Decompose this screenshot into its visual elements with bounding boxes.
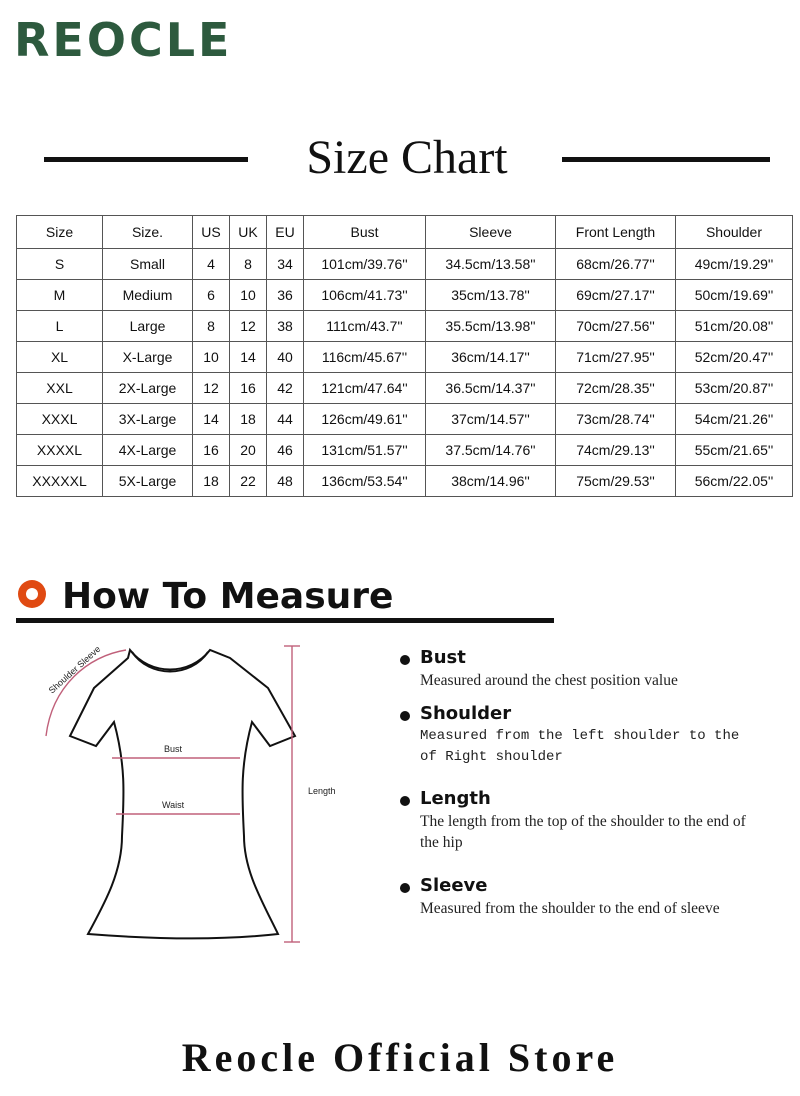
table-cell: 53cm/20.87'' xyxy=(676,373,793,404)
col-header-front-length: Front Length xyxy=(556,216,676,249)
title-rule-right xyxy=(562,157,770,162)
table-cell: XL xyxy=(17,342,103,373)
measure-item-desc: Measured from the left shoulder to the of Right shoulder xyxy=(420,728,740,765)
table-cell: 37cm/14.57'' xyxy=(426,404,556,435)
table-cell: 10 xyxy=(193,342,230,373)
store-name: Reocle Official Store xyxy=(181,1035,619,1080)
table-cell: 14 xyxy=(230,342,267,373)
table-cell: 34 xyxy=(267,249,304,280)
bust-label: Bust xyxy=(164,744,183,754)
table-cell: 106cm/41.73'' xyxy=(304,280,426,311)
bullet-icon xyxy=(400,883,410,893)
table-cell: 5X-Large xyxy=(103,466,193,497)
waist-label: Waist xyxy=(162,800,185,810)
table-cell: 136cm/53.54'' xyxy=(304,466,426,497)
table-row xyxy=(17,249,793,280)
table-cell: L xyxy=(17,311,103,342)
table-row xyxy=(17,404,793,435)
table-cell: 69cm/27.17'' xyxy=(556,280,676,311)
table-cell: 46 xyxy=(267,435,304,466)
table-cell: 50cm/19.69'' xyxy=(676,280,793,311)
table-cell: 36cm/14.17'' xyxy=(426,342,556,373)
size-chart-header xyxy=(44,128,770,188)
measure-item-desc: Measured around the chest position value xyxy=(420,672,678,689)
bullet-icon xyxy=(400,711,410,721)
table-cell: Small xyxy=(103,249,193,280)
table-cell: 12 xyxy=(193,373,230,404)
table-cell: 34.5cm/13.58'' xyxy=(426,249,556,280)
table-cell: 36 xyxy=(267,280,304,311)
table-cell: X-Large xyxy=(103,342,193,373)
table-cell: 36.5cm/14.37'' xyxy=(426,373,556,404)
table-cell: 121cm/47.64'' xyxy=(304,373,426,404)
table-cell: 48 xyxy=(267,466,304,497)
table-cell: 14 xyxy=(193,404,230,435)
table-cell: XXL xyxy=(17,373,103,404)
table-cell: 52cm/20.47'' xyxy=(676,342,793,373)
table-cell: M xyxy=(17,280,103,311)
circle-bullet-icon xyxy=(18,580,46,608)
table-cell: 16 xyxy=(193,435,230,466)
table-cell: 22 xyxy=(230,466,267,497)
table-cell: 6 xyxy=(193,280,230,311)
table-cell: 51cm/20.08'' xyxy=(676,311,793,342)
table-cell: 54cm/21.26'' xyxy=(676,404,793,435)
table-cell: 35cm/13.78'' xyxy=(426,280,556,311)
table-cell: Large xyxy=(103,311,193,342)
table-cell: 16 xyxy=(230,373,267,404)
table-cell: 18 xyxy=(193,466,230,497)
table-row xyxy=(17,466,793,497)
table-cell: 116cm/45.67'' xyxy=(304,342,426,373)
measure-item-desc: The length from the top of the shoulder to the end of the hip xyxy=(420,813,746,851)
table-cell: 4X-Large xyxy=(103,435,193,466)
table-cell: 4 xyxy=(193,249,230,280)
table-cell: 49cm/19.29'' xyxy=(676,249,793,280)
table-cell: 8 xyxy=(193,311,230,342)
table-cell: 73cm/28.74'' xyxy=(556,404,676,435)
table-cell: 56cm/22.05'' xyxy=(676,466,793,497)
table-cell: 38 xyxy=(267,311,304,342)
table-cell: 2X-Large xyxy=(103,373,193,404)
col-header-size-name: Size. xyxy=(103,216,193,249)
tshirt-measure-diagram xyxy=(30,636,360,956)
tshirt-outline xyxy=(70,650,295,939)
table-row xyxy=(17,373,793,404)
table-cell: Medium xyxy=(103,280,193,311)
col-header-shoulder: Shoulder xyxy=(676,216,793,249)
table-cell: 3X-Large xyxy=(103,404,193,435)
col-header-eu: EU xyxy=(267,216,304,249)
measure-item-name: Bust xyxy=(420,647,466,668)
bullet-icon xyxy=(400,796,410,806)
table-cell: 75cm/29.53'' xyxy=(556,466,676,497)
table-cell: 74cm/29.13'' xyxy=(556,435,676,466)
shoulder-sleeve-label: Shoulder Sleeve xyxy=(46,643,103,696)
table-row xyxy=(17,435,793,466)
col-header-bust: Bust xyxy=(304,216,426,249)
how-to-measure-rule xyxy=(16,618,554,623)
col-header-sleeve: Sleeve xyxy=(426,216,556,249)
table-cell: XXXL xyxy=(17,404,103,435)
table-cell: 72cm/28.35'' xyxy=(556,373,676,404)
measure-item-name: Sleeve xyxy=(420,875,488,896)
col-header-size: Size xyxy=(17,216,103,249)
table-cell: 8 xyxy=(230,249,267,280)
brand-logo: REOCLE xyxy=(14,13,233,67)
table-cell: 68cm/26.77'' xyxy=(556,249,676,280)
table-cell: 18 xyxy=(230,404,267,435)
table-row xyxy=(17,280,793,311)
bullet-icon xyxy=(400,655,410,665)
table-cell: 10 xyxy=(230,280,267,311)
table-cell: 111cm/43.7'' xyxy=(304,311,426,342)
table-cell: 55cm/21.65'' xyxy=(676,435,793,466)
table-row xyxy=(17,342,793,373)
table-cell: 70cm/27.56'' xyxy=(556,311,676,342)
table-cell: S xyxy=(17,249,103,280)
table-cell: 42 xyxy=(267,373,304,404)
measure-item-name: Shoulder xyxy=(420,703,512,724)
col-header-us: US xyxy=(193,216,230,249)
size-chart-title: Size Chart xyxy=(306,131,508,184)
how-to-measure-title: How To Measure xyxy=(62,576,394,617)
table-cell: 20 xyxy=(230,435,267,466)
table-cell: XXXXL xyxy=(17,435,103,466)
table-header-row xyxy=(17,216,793,249)
col-header-uk: UK xyxy=(230,216,267,249)
table-cell: 131cm/51.57'' xyxy=(304,435,426,466)
measure-item-name: Length xyxy=(420,788,491,809)
table-cell: 12 xyxy=(230,311,267,342)
table-cell: 38cm/14.96'' xyxy=(426,466,556,497)
table-cell: XXXXXL xyxy=(17,466,103,497)
table-cell: 71cm/27.95'' xyxy=(556,342,676,373)
table-cell: 37.5cm/14.76'' xyxy=(426,435,556,466)
table-cell: 126cm/49.61'' xyxy=(304,404,426,435)
size-table xyxy=(16,215,793,497)
table-row xyxy=(17,311,793,342)
measure-item-desc: Measured from the shoulder to the end of sleeve xyxy=(420,900,720,917)
table-cell: 40 xyxy=(267,342,304,373)
length-label: Length xyxy=(308,786,336,796)
table-cell: 44 xyxy=(267,404,304,435)
table-cell: 101cm/39.76'' xyxy=(304,249,426,280)
table-cell: 35.5cm/13.98'' xyxy=(426,311,556,342)
